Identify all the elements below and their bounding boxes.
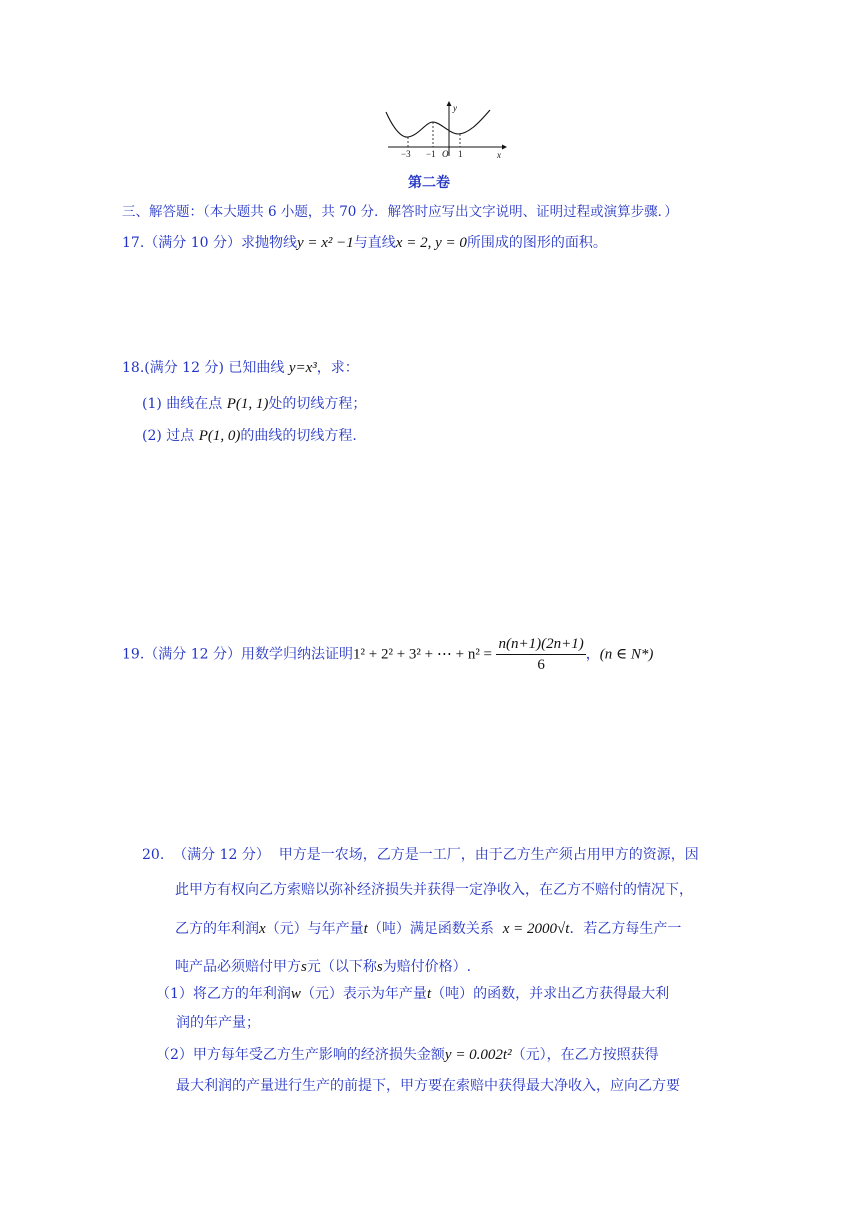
q20-line3-a: 乙方的年利润: [175, 921, 259, 937]
q20-line4-s: s: [301, 959, 307, 975]
q17-score: （满分 10 分）: [144, 235, 241, 251]
q20-p2-expr: y = 0.002t²: [444, 1047, 512, 1063]
question-19: [122, 634, 653, 675]
q20-line4-c: 为赔付价格）.: [382, 959, 472, 975]
section-title: 第二卷: [408, 175, 450, 191]
q18-text-a: 已知曲线: [228, 360, 285, 376]
q18-part-2: [142, 425, 357, 445]
q20-line4-b: 元（以下称: [306, 959, 377, 975]
q19-number: 19.: [122, 646, 145, 663]
q17-expr-a: y = x² −1: [296, 235, 354, 251]
q20-part-1-line-2: 润的年产量；: [176, 1015, 260, 1031]
q18-p1-text-a: 曲线在点: [166, 396, 223, 412]
q18-score: (满分 12 分): [144, 360, 224, 376]
q20-number: 20.: [142, 847, 165, 863]
q20-line4-a: 吨产品必须赔付甲方: [175, 959, 301, 975]
tick-minus-3: −3: [401, 149, 411, 159]
q20-line-2: 此甲方有权向乙方索赔以弥补经济损失并获得一定净收入，在乙方不赔付的情况下，: [175, 882, 693, 898]
q20-line3-d: ．若乙方每生产一: [569, 921, 682, 937]
q20-line3-x: x: [259, 921, 266, 937]
q18-number: 18.: [122, 360, 145, 376]
q20-line3-expr: x = 2000√t: [502, 921, 570, 937]
x-axis-label: x: [497, 150, 501, 160]
q19-condition: (n ∈ N*): [599, 646, 654, 663]
q18-p2-label: (2): [142, 428, 162, 444]
q20-p1-a: （1）将乙方的年利润: [156, 986, 291, 1002]
tick-minus-1: −1: [426, 149, 436, 159]
q18-text-b: ，求：: [316, 360, 359, 376]
tick-origin: O: [442, 149, 449, 159]
q20-p2-b: （元），在乙方按照获得: [511, 1047, 659, 1063]
q20-p1-w: w: [290, 986, 301, 1002]
function-graph: [380, 100, 510, 160]
q20-score: （满分 12 分）: [173, 847, 270, 863]
q17-expr-b: x = 2, y = 0: [395, 235, 467, 251]
q17-text-a: 求抛物线: [240, 235, 297, 251]
x-axis-arrow: [502, 145, 507, 150]
q20-line-3: [175, 918, 681, 938]
q18-p1-point: P(1, 1): [226, 396, 269, 412]
curve: [386, 110, 490, 137]
q18-p1-label: (1): [142, 396, 162, 412]
q20-p2-a: （2）甲方每年受乙方生产影响的经济损失金额: [156, 1047, 445, 1063]
question-18: [122, 357, 359, 377]
q20-line-4: [175, 956, 471, 976]
q20-line3-c: （吨）满足函数关系: [367, 921, 494, 937]
q18-p2-text-a: 过点: [166, 428, 195, 444]
q20-p1-t: t: [426, 986, 432, 1002]
q19-denominator: 6: [537, 657, 545, 673]
q18-part-1: [142, 393, 366, 413]
q20-part-2-line-2: 最大利润的产量进行生产的前提下，甲方要在索赔中获得最大净收入，应向乙方要: [176, 1078, 680, 1094]
part-heading: 三、解答题：（本大题共 6 小题，共 70 分．解答时应写出文字说明、证明过程或演算步骤．）: [122, 204, 678, 220]
q20-line3-t: t: [363, 921, 368, 937]
tick-1: 1: [458, 149, 463, 159]
q20-part-1: [156, 983, 669, 1003]
q19-sep: ，: [585, 646, 600, 663]
q20-line1-text: 甲方是一农场，乙方是一工厂，由于乙方生产须占用甲方的资源，因: [278, 847, 699, 863]
q20-p1-b: （元）表示为年产量: [300, 986, 427, 1002]
q20-line4-s2: s: [376, 959, 383, 975]
q19-score: （满分 12 分）: [144, 646, 241, 663]
y-axis-label: y: [453, 103, 457, 113]
q19-numerator: n(n+1)(2n+1): [496, 634, 585, 655]
q17-number: 17.: [122, 235, 145, 251]
q18-p2-point: P(1, 0): [198, 428, 241, 444]
q20-line-1: [142, 844, 699, 864]
q19-fraction: [496, 634, 585, 675]
q18-expr: y=x³: [288, 360, 317, 376]
q17-text-b: 与直线: [353, 235, 396, 251]
q18-p2-text-b: 的曲线的切线方程.: [240, 428, 357, 444]
q20-line3-b: （元）与年产量: [265, 921, 364, 937]
y-axis-arrow: [447, 101, 452, 106]
q20-part-2: [156, 1044, 659, 1064]
q17-text-c: 所围成的图形的面积。: [466, 235, 607, 251]
q19-text-a: 用数学归纳法证明: [240, 646, 353, 663]
question-17: [122, 232, 607, 252]
q19-lhs: 1² + 2² + 3² + ⋯ + n² =: [352, 646, 493, 663]
q20-p1-c: （吨）的函数，并求出乙方获得最大利: [431, 986, 670, 1002]
q18-p1-text-b: 处的切线方程；: [268, 396, 367, 412]
